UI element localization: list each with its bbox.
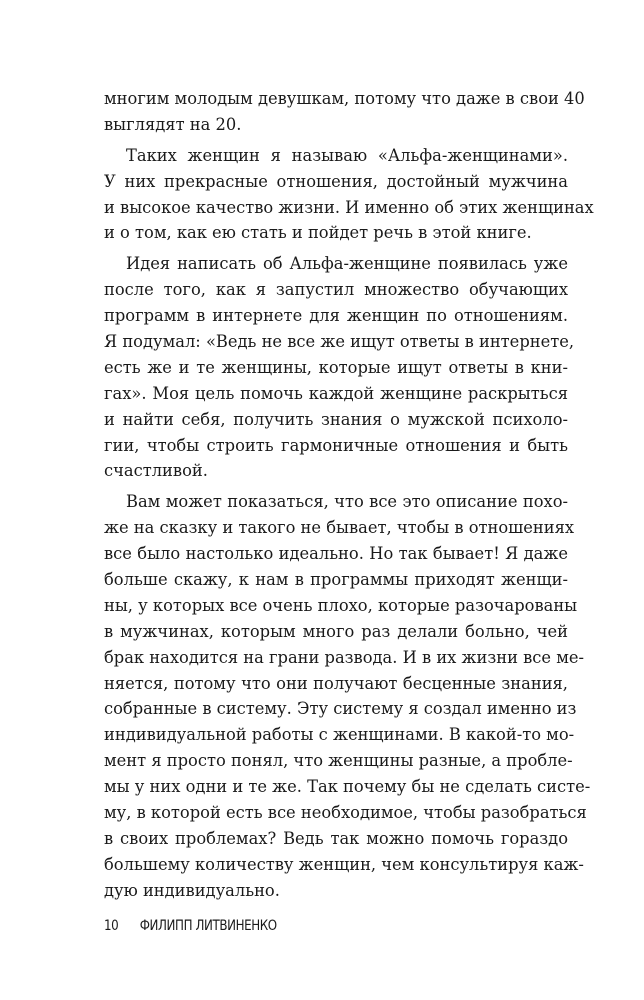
text-line: дую индивидуально. xyxy=(104,880,280,900)
text-line: большему количеству женщин, чем консультируя каж- xyxy=(104,854,584,874)
text-line: выглядят на 20. xyxy=(104,114,242,134)
text-line: после того, как я запустил множество обучающих xyxy=(104,280,568,300)
paragraph xyxy=(104,489,591,903)
text-line: мент я просто понял, что женщины разные, а пробле- xyxy=(104,751,573,771)
text-line: и о том, как ею стать и пойдет речь в этой книге. xyxy=(104,223,532,243)
text-line: счастливой. xyxy=(104,461,208,481)
text-line: Таких женщин я называю «Альфа-женщинами». xyxy=(126,145,568,165)
page-footer xyxy=(104,918,277,934)
text-line: больше скажу, к нам в программы приходят женщи- xyxy=(104,570,568,590)
text-line: мы у них одни и те же. Так почему бы не сделать систе- xyxy=(104,777,591,797)
text-line: ны, у которых все очень плохо, которые разочарованы xyxy=(104,595,578,615)
text-line: в своих проблемах? Ведь так можно помочь гораздо xyxy=(104,828,568,848)
text-line: Идея написать об Альфа-женщине появилась уже xyxy=(126,254,568,274)
text-line: му, в которой есть все необходимое, чтобы разобраться xyxy=(104,803,587,823)
running-author: ФИЛИПП ЛИТВИНЕНКО xyxy=(139,918,277,934)
text-line: У них прекрасные отношения, достойный мужчина xyxy=(104,171,568,191)
paragraph xyxy=(104,143,594,247)
text-line: гии, чтобы строить гармоничные отношения и быть xyxy=(104,435,568,455)
page-number: 10 xyxy=(104,918,119,934)
text-line: брак находится на грани развода. И в их жизни все ме- xyxy=(104,647,585,667)
text-line: есть же и те женщины, которые ищут ответы в кни- xyxy=(104,357,568,377)
text-line: Вам может показаться, что все это описание похо- xyxy=(126,492,568,512)
text-line: Я подумал: «Ведь не все же ищут ответы в интернете, xyxy=(104,332,575,352)
text-line: программ в интернете для женщин по отношениям. xyxy=(104,306,568,326)
text-line: собранные в систему. Эту систему я создал именно из xyxy=(104,699,577,719)
text-line: гах». Моя цель помочь каждой женщине раскрыться xyxy=(104,383,568,403)
page-body xyxy=(104,86,594,904)
text-line: же на сказку и такого не бывает, чтобы в отношениях xyxy=(104,518,575,538)
text-line: в мужчинах, которым много раз делали больно, чей xyxy=(104,621,568,641)
paragraph xyxy=(104,86,585,138)
paragraph xyxy=(104,251,575,484)
text-line: и высокое качество жизни. И именно об этих женщинах xyxy=(104,197,594,217)
text-line: все было настолько идеально. Но так бывает! Я даже xyxy=(104,544,568,564)
text-line: и найти себя, получить знания о мужской психоло- xyxy=(104,409,568,429)
text-line: няется, потому что они получают бесценные знания, xyxy=(104,673,568,693)
text-line: индивидуальной работы с женщинами. В какой-то мо- xyxy=(104,725,575,745)
text-line: многим молодым девушкам, потому что даже в свои 40 xyxy=(104,89,585,108)
